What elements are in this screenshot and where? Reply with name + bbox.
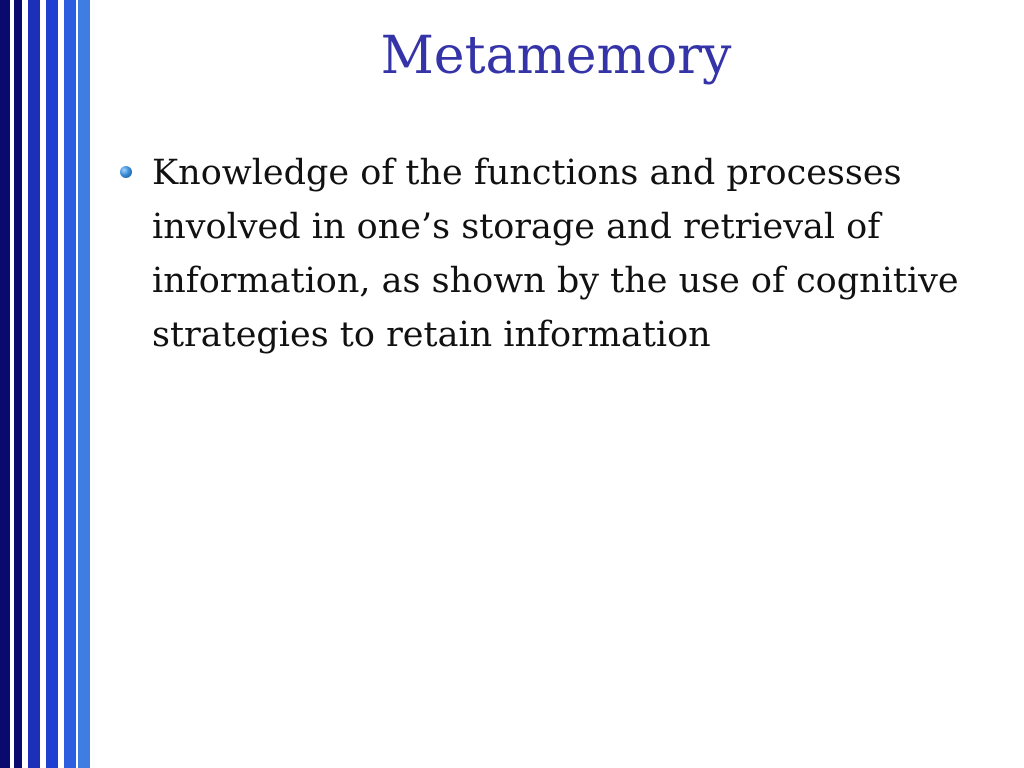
bullet-text: Knowledge of the functions and processes involved in one’s storage and retrieval of information, as shown by the use of cognitive strategies to retain information [152,153,959,355]
decorative-stripe [14,0,22,768]
slide-content [120,146,1000,362]
slide-title: Metamemory [380,26,732,86]
decorative-stripe [0,0,10,768]
decorative-stripe [64,0,76,768]
bullet-icon [120,166,132,178]
decorative-stripe [28,0,40,768]
decorative-stripe [78,0,90,768]
decorative-stripe [46,0,58,768]
bullet-item [120,146,1000,362]
